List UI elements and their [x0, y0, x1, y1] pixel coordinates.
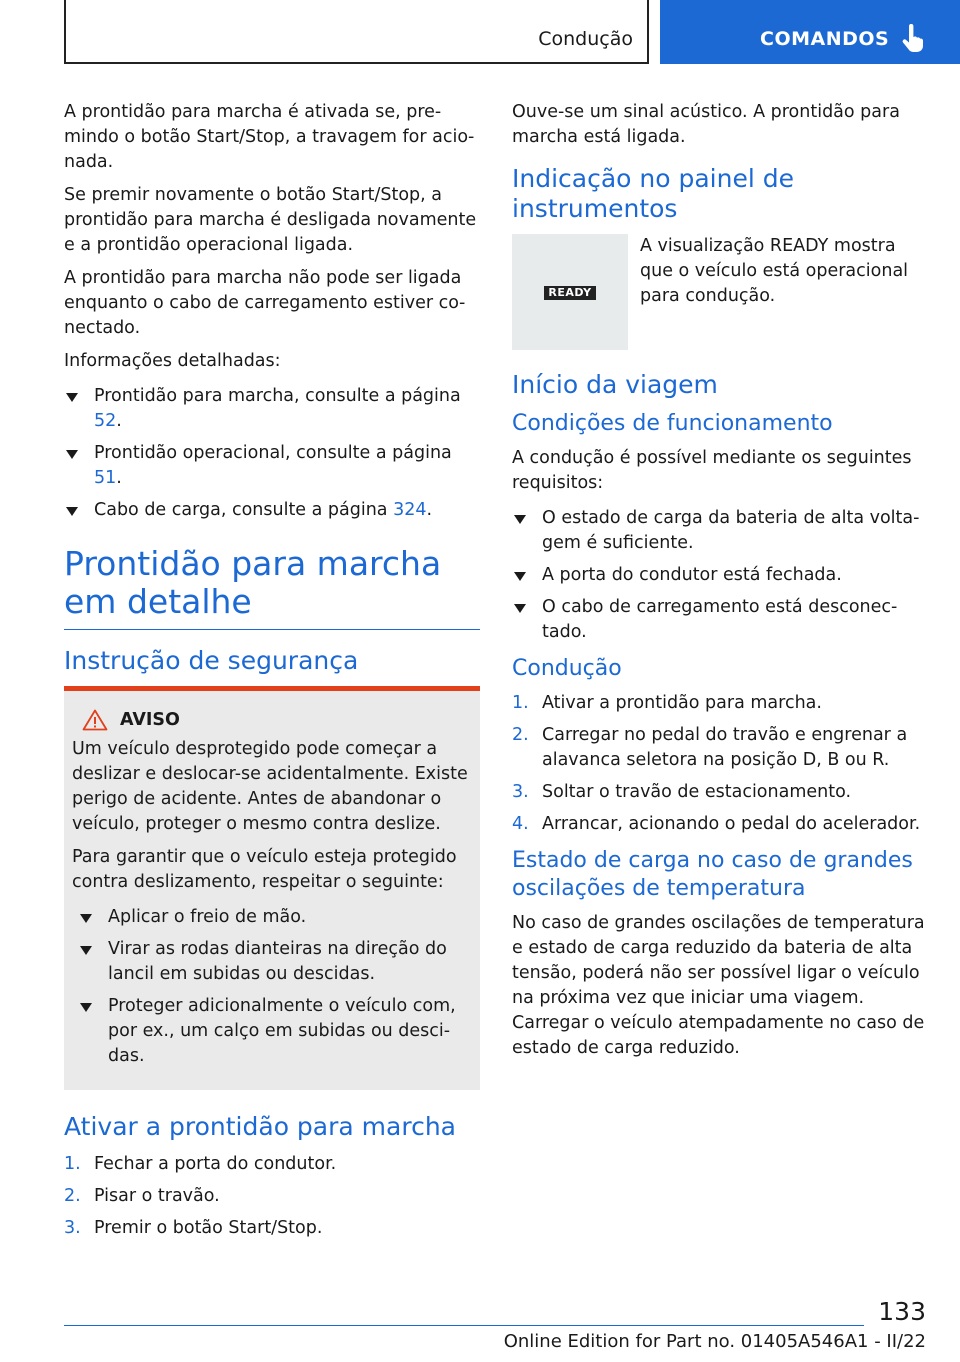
step-number: 2.: [512, 725, 529, 745]
triangle-bullet-icon: [514, 515, 526, 524]
triangle-bullet-icon: [66, 507, 78, 516]
warning-list: [78, 905, 470, 1069]
triangle-bullet-icon: [66, 393, 78, 402]
triangle-bullet-icon: [80, 914, 92, 923]
step-number: 2.: [64, 1186, 81, 1206]
display-description: A visualização READY mostra que o veículo está operacional para condução.: [640, 236, 909, 306]
left-column: [64, 100, 480, 1248]
list-item: 2. Carregar no pedal do travão e engrenar a alavanca seletora na posição D, B ou R.: [512, 725, 908, 770]
list-item: Prontidão para marcha, consulte a página 52.: [64, 384, 480, 434]
paragraph: No caso de grandes oscilações de temperatura e estado de carga reduzido da bateria de alta tensão, poderá não ser possível ligar o veículo na próxima vez que iniciar uma viagem. Carregar o veículo atempadamente no caso de estado de carga reduzido.: [512, 913, 925, 1058]
edition-text: Online Edition for Part no. 01405A546A1 - II/22: [503, 1331, 926, 1352]
triangle-bullet-icon: [80, 1003, 92, 1012]
header-section-title: Condução: [538, 28, 633, 50]
list-item: Virar as rodas dianteiras na direção do lancil em subidas ou descidas.: [78, 937, 470, 987]
step-list: [64, 1152, 480, 1241]
list-item: O cabo de carregamento está desconectado.: [512, 595, 927, 645]
paragraph: A condução é possível mediante os seguintes requisitos:: [512, 448, 912, 493]
page-link[interactable]: 51: [94, 468, 117, 488]
hand-pointer-icon: [900, 24, 926, 54]
warning-header: [72, 709, 470, 731]
section-heading: Ativar a prontidão para marcha: [64, 1112, 456, 1141]
list-item: 3. Premir o botão Start/Stop.: [64, 1216, 480, 1241]
step-number: 3.: [64, 1218, 81, 1238]
warning-text: Para garantir que o veículo esteja protegido contra deslizamento, respeitar o seguinte:: [72, 847, 457, 892]
list-item: Prontidão operacional, consulte a página 51.: [64, 441, 480, 491]
paragraph: Se premir novamente o botão Start/Stop, a prontidão para marcha é desligada novamente e a prontidão operacional ligada.: [64, 185, 477, 255]
warning-text: Um veículo desprotegido pode começar a deslizar e deslocar-se acidentalmente. Existe perigo de acidente. Antes de abandonar o veículo, proteger o mesmo contra deslize.: [72, 739, 468, 834]
paragraph: Ouve-se um sinal acústico. A prontidão para marcha está ligada.: [512, 102, 900, 147]
warning-title: AVISO: [120, 710, 180, 730]
list-item: Proteger adicionalmente o veículo com, por ex., um calço em subidas ou descidas.: [78, 994, 470, 1069]
list-item: A porta do condutor está fechada.: [512, 563, 927, 588]
header-chapter-title: COMANDOS: [760, 28, 890, 50]
list-item: 2. Pisar o travão.: [64, 1184, 480, 1209]
triangle-bullet-icon: [80, 946, 92, 955]
step-number: 1.: [64, 1154, 81, 1174]
triangle-bullet-icon: [514, 604, 526, 613]
chapter-heading: Prontidão para marcha em detalhe: [64, 544, 442, 621]
list-item: O estado de carga da bateria de alta voltagem é suficiente.: [512, 506, 927, 556]
paragraph: Informações detalhadas:: [64, 351, 281, 371]
conditions-list: [512, 506, 927, 645]
warning-box: [64, 686, 480, 1090]
section-heading: Indicação no painel de instrumentos: [512, 164, 794, 223]
subsection-heading: Condução: [512, 656, 622, 681]
triangle-bullet-icon: [66, 450, 78, 459]
heading-divider: [64, 629, 480, 630]
triangle-bullet-icon: [514, 572, 526, 581]
reference-list: [64, 384, 480, 523]
step-list: [512, 691, 927, 837]
warning-triangle-icon: [82, 709, 108, 731]
paragraph: A prontidão para marcha não pode ser ligada enquanto o cabo de carregamento estiver conectado.: [64, 268, 466, 338]
list-item: 1. Fechar a porta do condutor.: [64, 1152, 480, 1177]
page-number: 133: [878, 1297, 926, 1326]
page-link[interactable]: 324: [393, 500, 427, 520]
list-item: 3. Soltar o travão de estacionamento.: [512, 780, 927, 805]
list-item: Aplicar o freio de mão.: [78, 905, 470, 930]
page-link[interactable]: 52: [94, 411, 117, 431]
ready-indicator: READY: [544, 286, 596, 300]
subsection-heading: Estado de carga no caso de grandes oscilações de temperatura: [512, 848, 913, 901]
step-number: 4.: [512, 814, 529, 834]
instrument-display-image: [512, 234, 628, 350]
paragraph: A prontidão para marcha é ativada se, premindo o botão Start/Stop, a travagem for acionada.: [64, 102, 475, 172]
instrument-display-row: [512, 234, 927, 350]
list-item: Cabo de carga, consulte a página 324.: [64, 498, 480, 523]
header-chapter-tab: [660, 0, 960, 64]
footer-divider: [64, 1325, 864, 1326]
section-heading: Instrução de segurança: [64, 646, 359, 675]
list-item: 1. Ativar a prontidão para marcha.: [512, 691, 927, 716]
section-heading: Início da viagem: [512, 370, 718, 399]
list-item: 4. Arrancar, acionando o pedal do acelerador.: [512, 812, 927, 837]
step-number: 3.: [512, 782, 529, 802]
subsection-heading: Condições de funcionamento: [512, 411, 833, 436]
right-column: [512, 100, 927, 1069]
header-section-box: [64, 0, 649, 64]
step-number: 1.: [512, 693, 529, 713]
